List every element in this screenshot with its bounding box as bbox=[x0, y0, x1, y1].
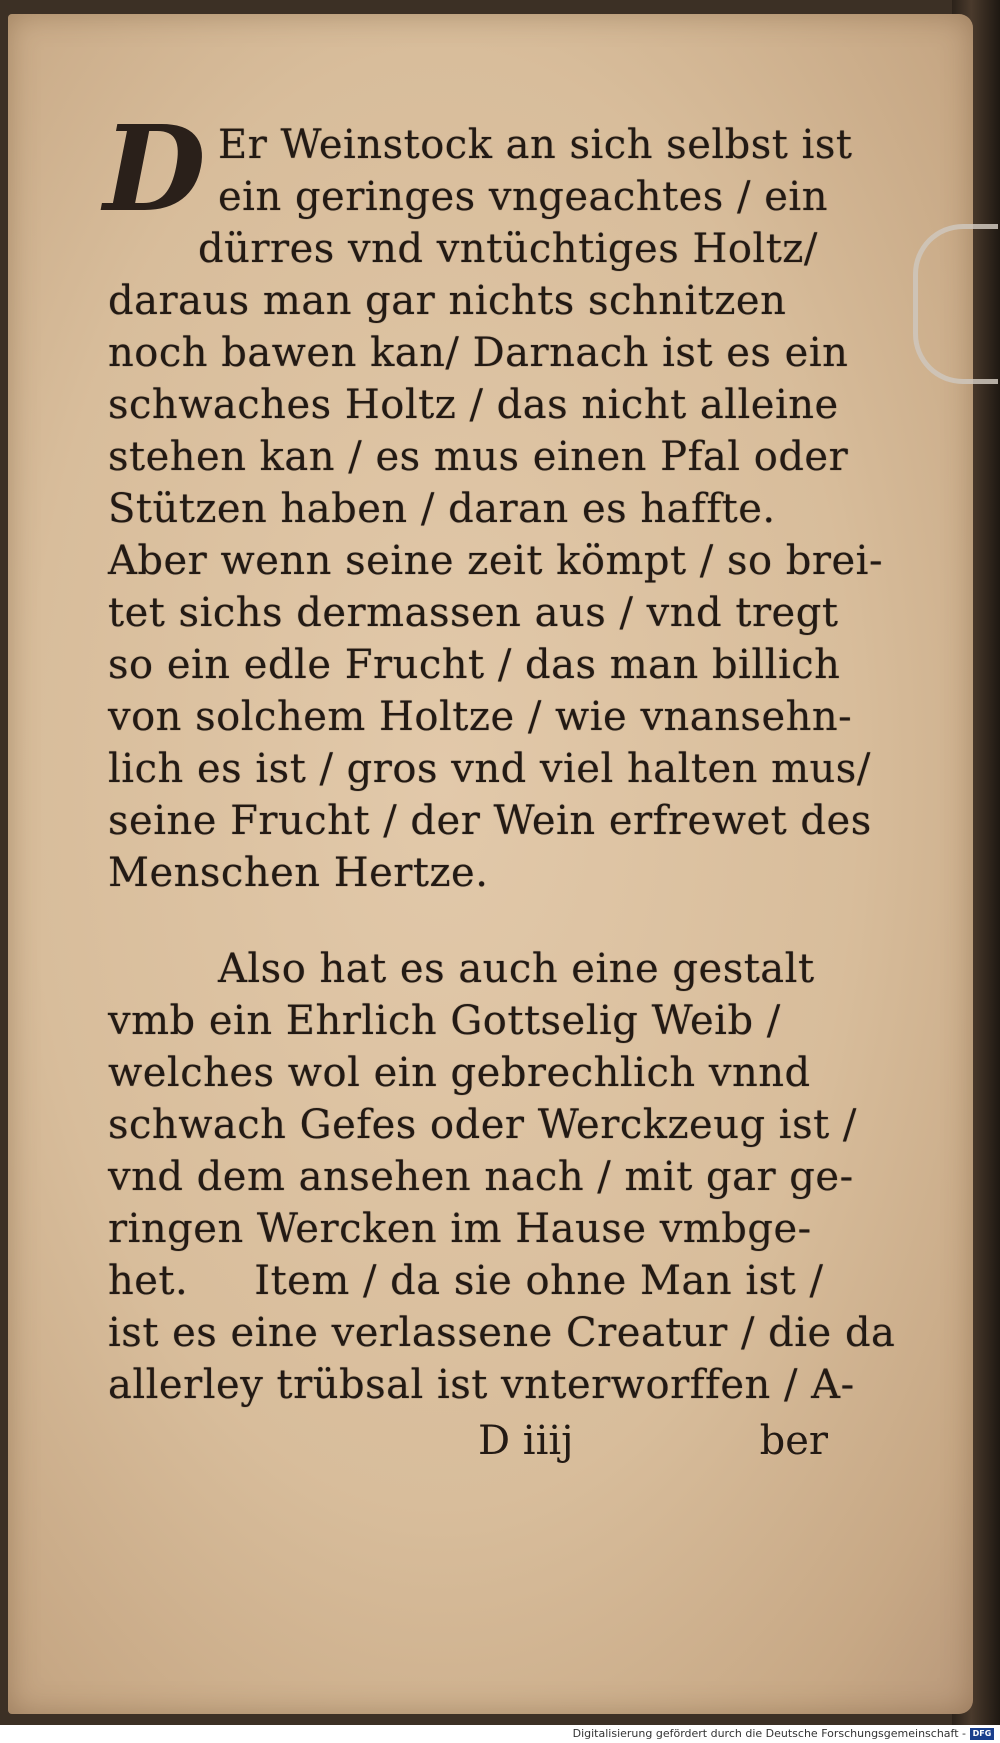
page-clip bbox=[913, 224, 998, 384]
book-page bbox=[8, 14, 973, 1714]
text-line: Also hat es auch eine gestalt bbox=[218, 946, 815, 992]
text-line: dürres vnd vntüchtiges Holtz/ bbox=[198, 226, 818, 272]
text-line: vnd dem ansehen nach / mit gar ge- bbox=[108, 1154, 854, 1200]
catchword: ber bbox=[759, 1418, 828, 1464]
text-line: noch bawen kan/ Darnach ist es ein bbox=[108, 330, 849, 376]
text-line: stehen kan / es mus einen Pfal oder bbox=[108, 434, 849, 480]
text-line: so ein edle Frucht / das man billich bbox=[108, 642, 841, 688]
text-block bbox=[103, 99, 896, 1471]
drop-cap: D bbox=[103, 99, 206, 238]
text-line: allerley trübsal ist vnterworffen / A- bbox=[108, 1362, 855, 1408]
text-line: seine Frucht / der Wein erfrewet des bbox=[108, 798, 872, 844]
footer-bar bbox=[0, 1725, 1000, 1743]
text-line: lich es ist / gros vnd viel halten mus/ bbox=[108, 746, 871, 792]
text-line: Aber wenn seine zeit kömpt / so brei- bbox=[108, 538, 883, 584]
paragraph-gap bbox=[108, 899, 868, 943]
text-line: schwaches Holtz / das nicht alleine bbox=[108, 382, 839, 428]
text-line: schwach Gefes oder Werckzeug ist / bbox=[108, 1102, 857, 1148]
text-line: welches wol ein gebrechlich vnnd bbox=[108, 1050, 811, 1096]
dfg-logo: DFG bbox=[970, 1728, 994, 1740]
text-line: Stützen haben / daran es haffte. bbox=[108, 486, 776, 532]
footer-credit: Digitalisierung gefördert durch die Deutsche Forschungsgemeinschaft - bbox=[572, 1727, 966, 1740]
text-line: Er Weinstock an sich selbst ist bbox=[218, 122, 853, 168]
text-line: ringen Wercken im Hause vmbge- bbox=[108, 1206, 812, 1252]
text-line: tet sichs dermassen aus / vnd tregt bbox=[108, 590, 839, 636]
text-line: daraus man gar nichts schnitzen bbox=[108, 278, 787, 324]
text-line: ein geringes vngeachtes / ein bbox=[218, 174, 828, 220]
text-line: Menschen Hertze. bbox=[108, 850, 489, 896]
text-line: vmb ein Ehrlich Gottselig Weib / bbox=[108, 998, 781, 1044]
text-line: het. Item / da sie ohne Man ist / bbox=[108, 1258, 824, 1304]
signature-row bbox=[108, 1411, 868, 1471]
signature-mark: D iiij bbox=[478, 1418, 574, 1464]
text-line: ist es eine verlassene Creatur / die da bbox=[108, 1310, 896, 1356]
text-line: von solchem Holtze / wie vnansehn- bbox=[108, 694, 853, 740]
